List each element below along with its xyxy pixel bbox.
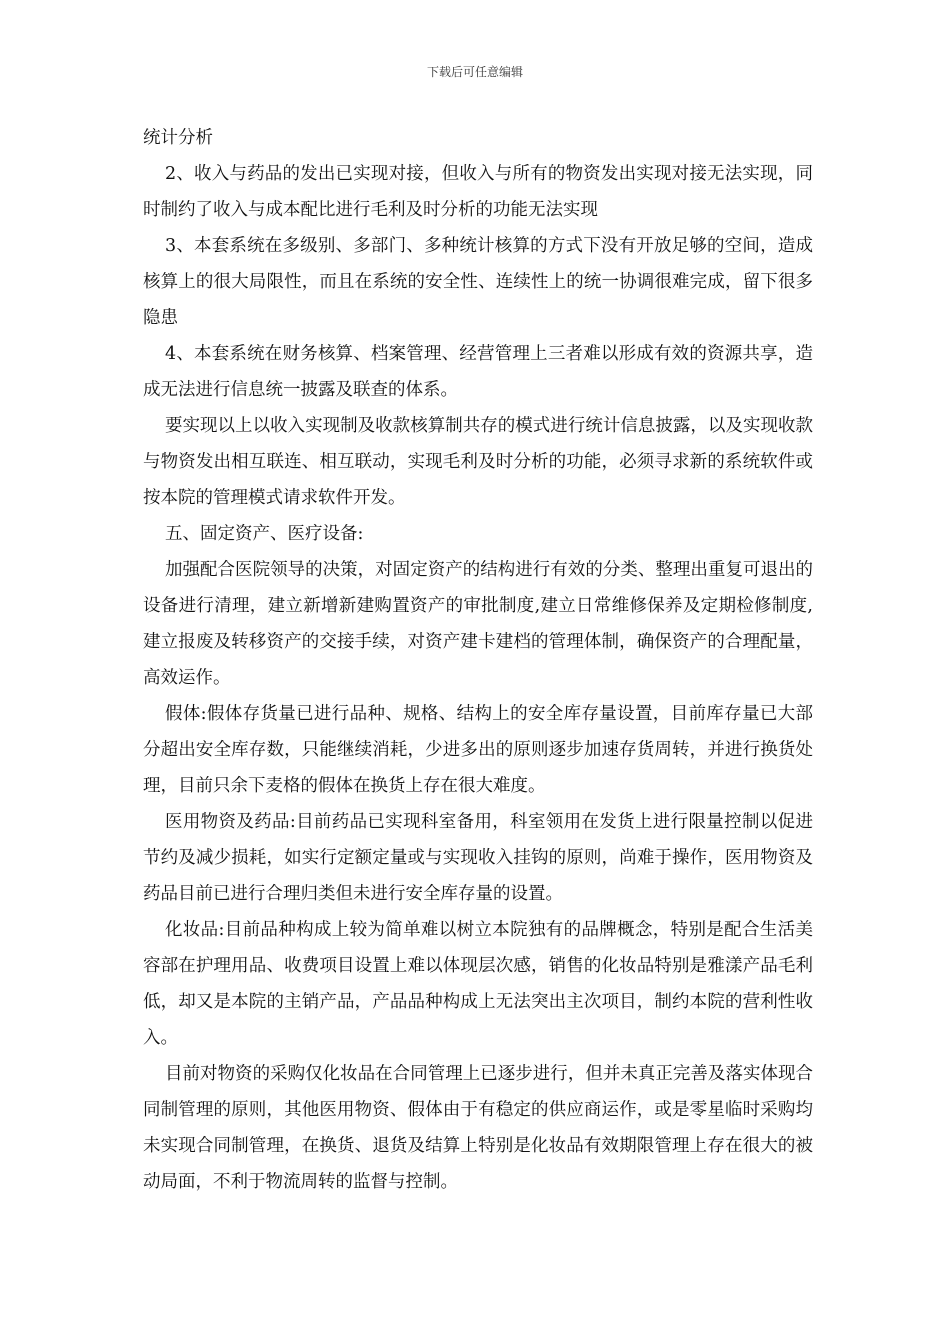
paragraph-medical-supplies: 医用物资及药品:目前药品已实现科室备用，科室领用在发货上进行限量控制以促进节约及减少损耗，如实行定额定量或与实现收入挂钩的原则，尚难于操作，医用物资及药品目前已进行合理归类但未进行安全库存量的设置。	[143, 812, 813, 904]
paragraph-cosmetics: 化妆品:目前品种构成上较为简单难以树立本院独有的品牌概念，特别是配合生活美容部在护理用品、收费项目设置上难以体现层次感，销售的化妆品特别是雅漾产品毛利低，却又是本院的主销产品，产品品种构成上无法突出主次项目，制约本院的营利性收入。	[143, 920, 813, 1048]
paragraph-item-3: 3、本套系统在多级别、多部门、多种统计核算的方式下没有开放足够的空间，造成核算上的很大局限性，而且在系统的安全性、连续性上的统一协调很难完成，留下很多隐患	[143, 236, 813, 328]
paragraph-procurement: 目前对物资的采购仅化妆品在合同管理上已逐步进行，但并未真正完善及落实体现合同制管理的原则，其他医用物资、假体由于有稳定的供应商运作，或是零星临时采购均未实现合同制管理，在换货、退货及结算上特别是化妆品有效期限管理上存在很大的被动局面，不利于物流周转的监督与控制。	[143, 1064, 813, 1192]
paragraph-item-4: 4、本套系统在财务核算、档案管理、经营管理上三者难以形成有效的资源共享，造成无法进行信息统一披露及联查的体系。	[143, 344, 813, 400]
page-header: 下载后可任意编辑	[426, 65, 523, 79]
paragraph-fixed-assets: 加强配合医院领导的决策，对固定资产的结构进行有效的分类、整理出重复可退出的设备进行清理，建立新增新建购置资产的审批制度,建立日常维修保养及定期检修制度,建立报废及转移资产的交接手续，对资产建卡建档的管理体制，确保资产的合理配量，高效运作。	[143, 560, 813, 688]
paragraph-summary: 要实现以上以收入实现制及收款核算制共存的模式进行统计信息披露，以及实现收款与物资发出相互联连、相互联动，实现毛利及时分析的功能，必须寻求新的系统软件或按本院的管理模式请求软件开发。	[143, 416, 813, 508]
paragraph-prosthesis: 假体:假体存货量已进行品种、规格、结构上的安全库存量设置，目前库存量已大部分超出安全库存数，只能继续消耗，少进多出的原则逐步加速存货周转，并进行换货处理，目前只余下麦格的假体在换货上存在很大难度。	[143, 704, 813, 796]
section-heading-fixed-assets: 五、固定资产、医疗设备:	[165, 524, 364, 544]
paragraph-continuation: 统计分析	[143, 128, 213, 148]
document-body	[143, 120, 813, 1200]
paragraph-item-2: 2、收入与药品的发出已实现对接，但收入与所有的物资发出实现对接无法实现，同时制约了收入与成本配比进行毛利及时分析的功能无法实现	[143, 164, 813, 220]
